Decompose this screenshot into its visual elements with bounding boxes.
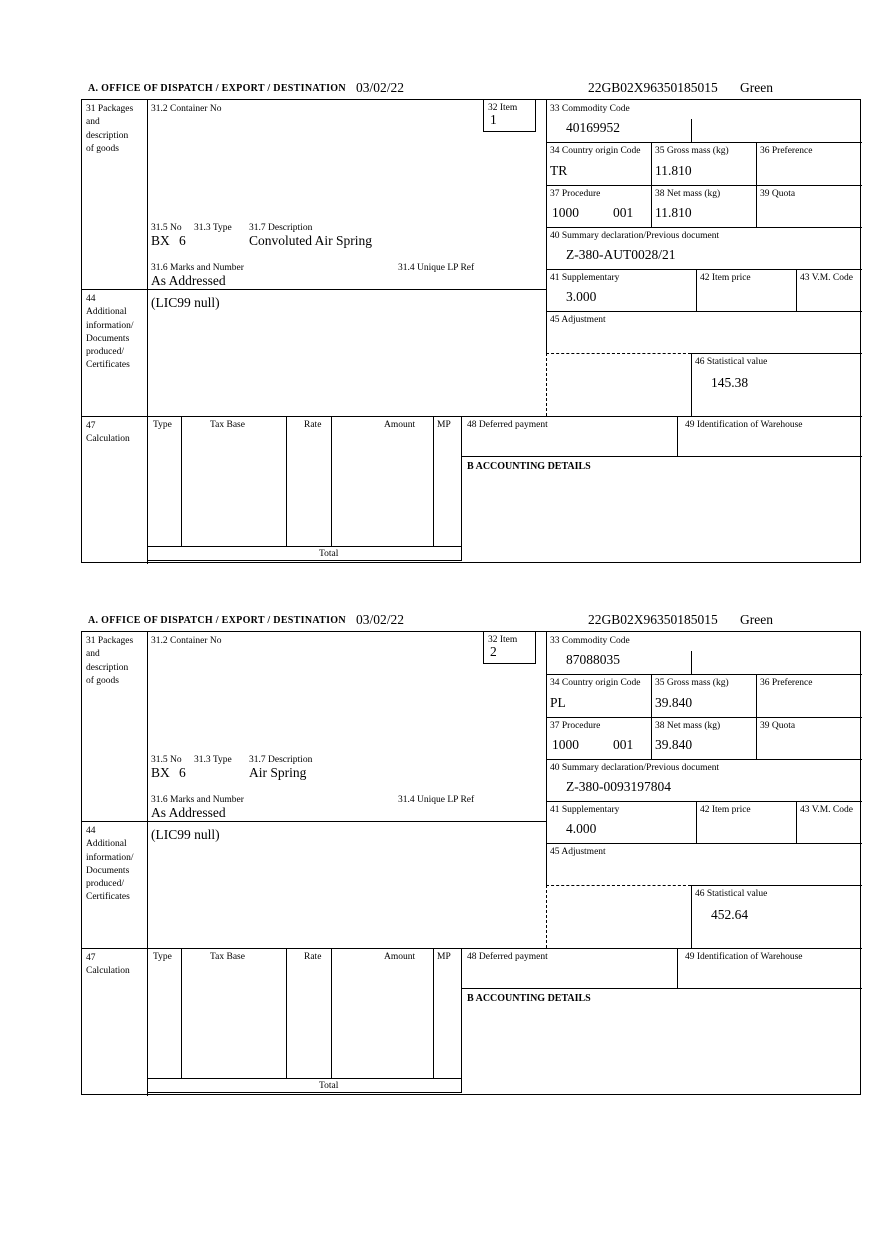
calc-type-header: Type bbox=[153, 952, 172, 962]
package-no-label: 31.5 No bbox=[151, 755, 182, 765]
marks-label: 31.6 Marks and Number bbox=[151, 795, 244, 805]
accounting-details-heading: B ACCOUNTING DETAILS bbox=[467, 993, 591, 1004]
description-label: 31.7 Description bbox=[249, 223, 313, 233]
statistical-value-label: 46 Statistical value bbox=[695, 889, 768, 899]
item-number-box bbox=[483, 100, 536, 132]
grid-line bbox=[691, 885, 692, 948]
procedure-ext-value: 001 bbox=[613, 205, 634, 220]
package-no-value: BX bbox=[151, 233, 170, 248]
net-mass-label: 38 Net mass (kg) bbox=[655, 189, 721, 199]
grid-line bbox=[546, 185, 862, 186]
marks-label: 31.6 Marks and Number bbox=[151, 263, 244, 273]
declaration-item-block bbox=[81, 80, 861, 564]
vm-code-label: 43 V.M. Code bbox=[800, 273, 853, 283]
calc-amount-header: Amount bbox=[384, 952, 416, 962]
container-no-label: 31.2 Container No bbox=[151, 104, 222, 114]
item-price-label: 42 Item price bbox=[700, 805, 751, 815]
grid-line bbox=[462, 988, 862, 989]
grid-line bbox=[331, 416, 332, 546]
calc-total-label: Total bbox=[319, 1081, 339, 1091]
item-number-value: 1 bbox=[490, 112, 497, 127]
grid-line bbox=[756, 674, 757, 759]
calc-tax-base-header: Tax Base bbox=[210, 420, 245, 430]
grid-line bbox=[546, 843, 862, 844]
net-mass-value: 11.810 bbox=[655, 205, 692, 220]
item-number-box bbox=[483, 632, 536, 664]
grid-line bbox=[181, 416, 182, 546]
gross-mass-label: 35 Gross mass (kg) bbox=[655, 146, 729, 156]
grid-line bbox=[546, 227, 862, 228]
grid-line bbox=[696, 269, 697, 311]
grid-line-dashed bbox=[546, 885, 547, 948]
grid-line-dashed bbox=[546, 353, 691, 354]
commodity-code-divider bbox=[691, 651, 692, 674]
calc-type-header: Type bbox=[153, 420, 172, 430]
commodity-code-label: 33 Commodity Code bbox=[550, 104, 630, 114]
package-type-label: 31.3 Type bbox=[194, 223, 232, 233]
package-no-label: 31.5 No bbox=[151, 223, 182, 233]
grid-line bbox=[181, 948, 182, 1078]
grid-line bbox=[691, 885, 862, 886]
commodity-code-value: 87088035 bbox=[566, 652, 620, 667]
grid-line bbox=[546, 269, 862, 270]
routing-status: Green bbox=[740, 80, 773, 95]
box31-packages-label: 31 Packages and description of goods bbox=[86, 104, 134, 154]
calc-rate-header: Rate bbox=[304, 420, 322, 430]
grid-line bbox=[546, 311, 862, 312]
net-mass-value: 39.840 bbox=[655, 737, 693, 752]
vm-code-label: 43 V.M. Code bbox=[800, 805, 853, 815]
routing-status: Green bbox=[740, 612, 773, 627]
package-type-value: 6 bbox=[179, 233, 186, 248]
calc-tax-base-header: Tax Base bbox=[210, 952, 245, 962]
commodity-code-value: 40169952 bbox=[566, 120, 620, 135]
procedure-value: 1000 bbox=[552, 205, 579, 220]
item-number-label: 32 Item bbox=[488, 635, 518, 645]
calculation-table bbox=[147, 416, 462, 561]
calc-mp-header: MP bbox=[437, 420, 451, 430]
procedure-label: 37 Procedure bbox=[550, 721, 601, 731]
previous-document-value: Z-380-AUT0028/21 bbox=[566, 247, 676, 262]
additional-info-value: (LIC99 null) bbox=[151, 295, 220, 310]
procedure-ext-value: 001 bbox=[613, 737, 634, 752]
country-origin-value: TR bbox=[550, 163, 568, 178]
marks-value: As Addressed bbox=[151, 805, 226, 820]
marks-value: As Addressed bbox=[151, 273, 226, 288]
goods-description-value: Convoluted Air Spring bbox=[249, 233, 373, 248]
grid-line bbox=[82, 821, 546, 822]
container-no-label: 31.2 Container No bbox=[151, 636, 222, 646]
grid-line bbox=[433, 948, 434, 1078]
country-origin-value: PL bbox=[550, 695, 566, 710]
goods-description-value: Air Spring bbox=[249, 765, 307, 780]
gross-mass-label: 35 Gross mass (kg) bbox=[655, 678, 729, 688]
calc-total-label: Total bbox=[319, 549, 339, 559]
movement-reference-number: 22GB02X96350185015 bbox=[588, 80, 718, 95]
grid-line bbox=[796, 269, 797, 311]
grid-line bbox=[82, 289, 546, 290]
box47-calculation-label: 47 Calculation bbox=[86, 953, 130, 977]
previous-document-value: Z-380-0093197804 bbox=[566, 779, 671, 794]
box47-calculation-label: 47 Calculation bbox=[86, 421, 130, 445]
package-type-label: 31.3 Type bbox=[194, 755, 232, 765]
deferred-payment-label: 48 Deferred payment bbox=[467, 420, 548, 430]
commodity-code-label: 33 Commodity Code bbox=[550, 636, 630, 646]
grid-line bbox=[331, 948, 332, 1078]
grid-line bbox=[756, 142, 757, 227]
grid-line bbox=[546, 801, 862, 802]
country-origin-label: 34 Country origin Code bbox=[550, 678, 641, 688]
grid-line bbox=[677, 416, 678, 456]
previous-document-label: 40 Summary declaration/Previous document bbox=[550, 231, 720, 241]
statistical-value: 145.38 bbox=[711, 375, 749, 390]
statistical-value-label: 46 Statistical value bbox=[695, 357, 768, 367]
grid-line bbox=[147, 546, 462, 547]
gross-mass-value: 11.810 bbox=[655, 163, 692, 178]
office-of-dispatch-heading: A. OFFICE OF DISPATCH / EXPORT / DESTINATION bbox=[88, 615, 346, 626]
supplementary-label: 41 Supplementary bbox=[550, 273, 620, 283]
adjustment-label: 45 Adjustment bbox=[550, 847, 606, 857]
quota-label: 39 Quota bbox=[760, 189, 796, 199]
box44-additional-info-label: 44 Additional information/ Documents produced/ Certificates bbox=[86, 826, 134, 903]
calc-amount-header: Amount bbox=[384, 420, 416, 430]
adjustment-label: 45 Adjustment bbox=[550, 315, 606, 325]
package-type-value: 6 bbox=[179, 765, 186, 780]
preference-label: 36 Preference bbox=[760, 678, 813, 688]
grid-line bbox=[691, 353, 862, 354]
grid-line bbox=[462, 456, 862, 457]
grid-line bbox=[651, 674, 652, 759]
grid-line bbox=[546, 674, 862, 675]
item-number-value: 2 bbox=[490, 644, 497, 659]
grid-line-dashed bbox=[546, 885, 691, 886]
warehouse-id-label: 49 Identification of Warehouse bbox=[685, 420, 803, 430]
grid-line bbox=[651, 142, 652, 227]
block-header bbox=[81, 612, 861, 631]
net-mass-label: 38 Net mass (kg) bbox=[655, 721, 721, 731]
procedure-label: 37 Procedure bbox=[550, 189, 601, 199]
form-grid bbox=[81, 631, 861, 1095]
accounting-details-heading: B ACCOUNTING DETAILS bbox=[467, 461, 591, 472]
grid-line bbox=[286, 416, 287, 546]
box31-packages-label: 31 Packages and description of goods bbox=[86, 636, 134, 686]
box44-additional-info-label: 44 Additional information/ Documents produced/ Certificates bbox=[86, 294, 134, 371]
grid-line bbox=[546, 142, 862, 143]
supplementary-label: 41 Supplementary bbox=[550, 805, 620, 815]
gross-mass-value: 39.840 bbox=[655, 695, 693, 710]
grid-line bbox=[546, 717, 862, 718]
grid-line bbox=[696, 801, 697, 843]
commodity-code-divider bbox=[691, 119, 692, 142]
calc-rate-header: Rate bbox=[304, 952, 322, 962]
description-label: 31.7 Description bbox=[249, 755, 313, 765]
additional-info-value: (LIC99 null) bbox=[151, 827, 220, 842]
preference-label: 36 Preference bbox=[760, 146, 813, 156]
country-origin-label: 34 Country origin Code bbox=[550, 146, 641, 156]
supplementary-value: 3.000 bbox=[566, 289, 597, 304]
dispatch-date: 03/02/22 bbox=[356, 612, 405, 627]
grid-line bbox=[691, 353, 692, 416]
grid-line bbox=[677, 948, 678, 988]
package-no-value: BX bbox=[151, 765, 170, 780]
unique-lp-ref-label: 31.4 Unique LP Ref bbox=[398, 795, 475, 805]
grid-line bbox=[546, 759, 862, 760]
quota-label: 39 Quota bbox=[760, 721, 796, 731]
statistical-value: 452.64 bbox=[711, 907, 749, 922]
previous-document-label: 40 Summary declaration/Previous document bbox=[550, 763, 720, 773]
form-grid bbox=[81, 99, 861, 563]
procedure-value: 1000 bbox=[552, 737, 579, 752]
calculation-table bbox=[147, 948, 462, 1093]
declaration-item-block bbox=[81, 612, 861, 1096]
grid-line bbox=[286, 948, 287, 1078]
supplementary-value: 4.000 bbox=[566, 821, 597, 836]
block-header bbox=[81, 80, 861, 99]
dispatch-date: 03/02/22 bbox=[356, 80, 405, 95]
item-number-label: 32 Item bbox=[488, 103, 518, 113]
grid-line bbox=[147, 1078, 462, 1079]
item-price-label: 42 Item price bbox=[700, 273, 751, 283]
movement-reference-number: 22GB02X96350185015 bbox=[588, 612, 718, 627]
grid-line-dashed bbox=[546, 353, 547, 416]
deferred-payment-label: 48 Deferred payment bbox=[467, 952, 548, 962]
office-of-dispatch-heading: A. OFFICE OF DISPATCH / EXPORT / DESTINATION bbox=[88, 83, 346, 94]
grid-line bbox=[796, 801, 797, 843]
calc-mp-header: MP bbox=[437, 952, 451, 962]
grid-line bbox=[433, 416, 434, 546]
warehouse-id-label: 49 Identification of Warehouse bbox=[685, 952, 803, 962]
unique-lp-ref-label: 31.4 Unique LP Ref bbox=[398, 263, 475, 273]
